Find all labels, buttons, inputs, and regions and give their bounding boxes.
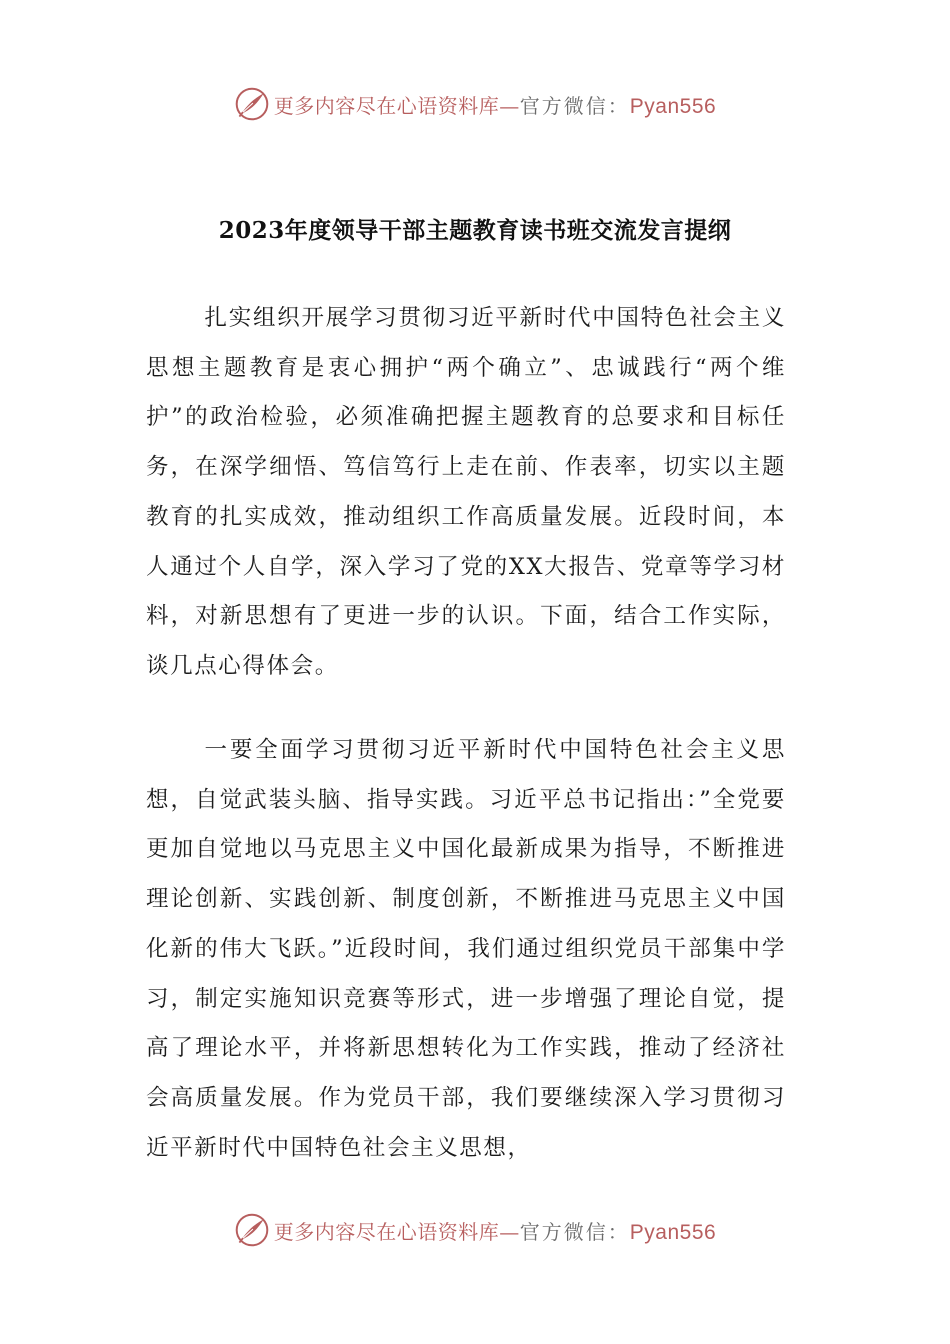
header-wechat-label: 官方微信：	[519, 93, 630, 118]
footer-banner	[0, 1208, 950, 1252]
header-wechat-id: Pyan556	[629, 94, 717, 118]
footer-banner-text	[274, 1216, 716, 1245]
header-dash: —	[499, 93, 520, 118]
body-paragraph-1: 扎实组织开展学习贯彻习近平新时代中国特色社会主义思想主题教育是衷心拥护“两个确立”、忠诚践行“两个维护”的政治检验，必须准确把握主题教育的总要求和目标任务，在深学细悟、笃信笃行上走在前、作表率，切实以主题教育的扎实成效，推动组织工作高质量发展。近段时间，本人通过个人自学，深入学习了党的XX大报告、党章等学习材料，对新思想有了更进一步的认识。下面，结合工作实际，谈几点心得体会。	[146, 305, 786, 679]
footer-dash: —	[499, 1219, 520, 1244]
footer-wechat-label: 官方微信：	[519, 1219, 630, 1244]
document-title: 2023年度领导干部主题教育读书班交流发言提纲	[218, 217, 732, 244]
body-paragraph-2: 一要全面学习贯彻习近平新时代中国特色社会主义思想，自觉武装头脑、指导实践。习近平总书记指出：”全党要更加自觉地以马克思主义中国化最新成果为指导，不断推进理论创新、实践创新、制度创新，不断推进马克思主义中国化新的伟大飞跃。”近段时间，我们通过组织党员干部集中学习，制定实施知识竞赛等形式，进一步增强了理论自觉，提高了理论水平，并将新思想转化为工作实践，推动了经济社会高质量发展。作为党员干部，我们要继续深入学习贯彻习近平新时代中国特色社会主义思想，	[146, 737, 786, 1161]
footer-wechat-id: Pyan556	[629, 1220, 717, 1244]
feather-pen-logo-icon	[234, 1212, 270, 1248]
footer-site-text: 更多内容尽在心语资料库	[273, 1219, 500, 1244]
header-banner-text	[274, 90, 716, 119]
header-site-text: 更多内容尽在心语资料库	[273, 93, 500, 118]
header-banner	[0, 82, 950, 126]
feather-pen-logo-icon	[234, 86, 270, 122]
